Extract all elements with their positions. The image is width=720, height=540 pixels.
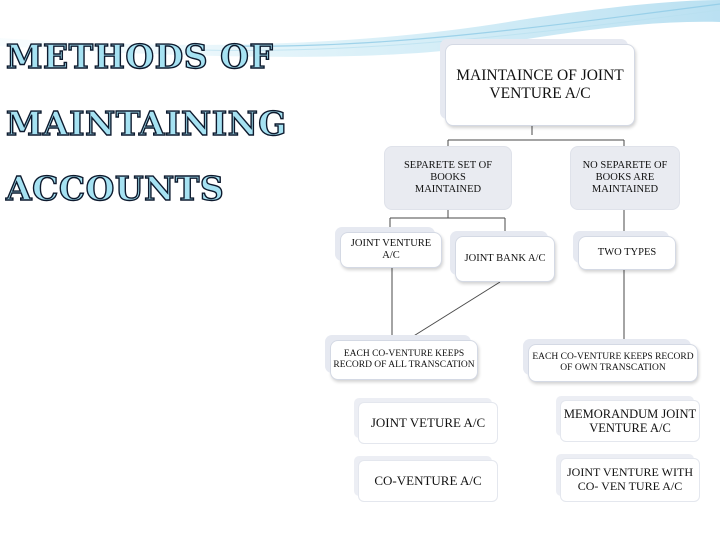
node-joint-veture-ac — [358, 402, 498, 444]
node-joint-venture-with-co-venture-ac-label: JOINT VENTURE WITH CO- VEN TURE A/C — [567, 465, 693, 493]
node-separate-set-of-books — [384, 146, 512, 210]
node-each-co-venture-keeps-all — [330, 340, 478, 380]
connector-joint-bank-to-each-all — [404, 282, 500, 342]
node-two-types-label: TWO TYPES — [597, 246, 657, 258]
node-each-co-venture-keeps-own-label: EACH CO-VENTURE KEEPS RECORD OF OWN TRANSCATION — [532, 352, 694, 373]
page-title-line-2: MAINTAINING — [6, 104, 287, 143]
node-memorandum-joint-venture-ac — [560, 400, 700, 442]
node-joint-venture-with-co-venture-ac — [560, 458, 700, 502]
page-title-line-1: METHODS OF — [6, 37, 274, 76]
node-two-types — [578, 236, 676, 270]
root-node-label: MAINTAINCE OF JOINT VENTURE A/C — [456, 67, 624, 102]
node-co-venture-ac — [358, 460, 498, 502]
node-each-co-venture-keeps-own — [528, 344, 698, 382]
node-each-co-venture-keeps-all-label: EACH CO-VENTURE KEEPS RECORD OF ALL TRANSCATION — [333, 349, 475, 370]
node-joint-veture-ac-label: JOINT VETURE A/C — [370, 414, 486, 430]
node-no-separate-books — [570, 146, 680, 210]
page-title-line-3: ACCOUNTS — [6, 169, 225, 208]
node-joint-bank-ac — [455, 236, 555, 282]
node-separate-set-of-books-label: SEPARETE SET OF BOOKS MAINTAINED — [403, 159, 493, 196]
node-joint-venture-ac — [340, 232, 442, 268]
node-joint-bank-ac-label: JOINT BANK A/C — [464, 252, 546, 264]
node-co-venture-ac-label: CO-VENTURE A/C — [374, 472, 482, 488]
node-no-separate-books-label: NO SEPARETE OF BOOKS ARE MAINTAINED — [582, 159, 668, 196]
root-node-maintenance-of-joint-venture — [445, 44, 635, 126]
node-joint-venture-ac-label: JOINT VENTURE A/C — [350, 237, 432, 261]
node-memorandum-joint-venture-ac-label: MEMORANDUM JOINT VENTURE A/C — [563, 406, 697, 435]
